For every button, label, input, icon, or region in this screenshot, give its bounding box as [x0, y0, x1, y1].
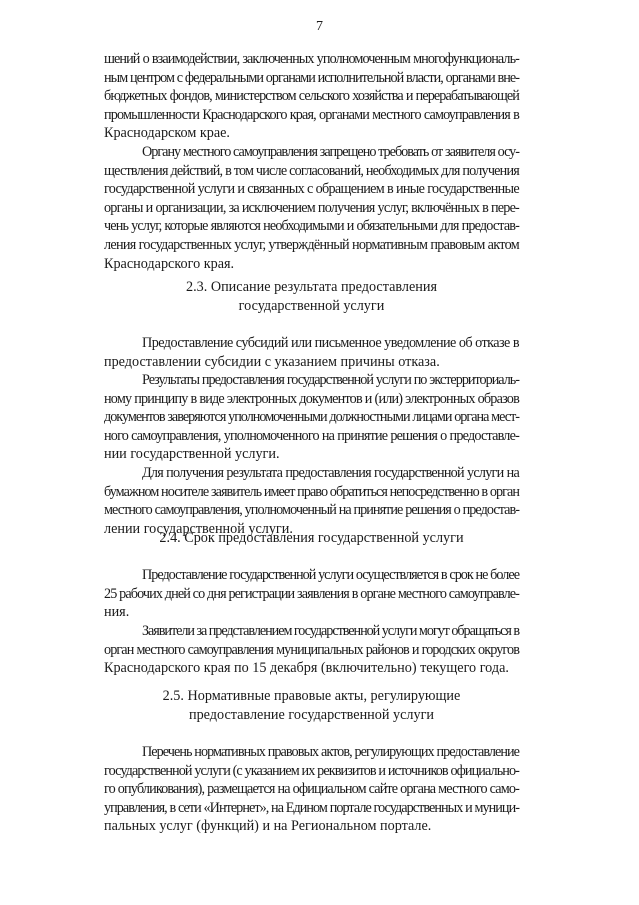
heading-line: 2.3. Описание результата предоставления	[186, 279, 437, 295]
text-line: 25 рабочих дней со дня регистрации заявления в органе местного самоуправле-	[104, 585, 519, 602]
section-heading-2-3	[104, 278, 519, 315]
paragraph-service-term	[104, 566, 519, 622]
text-line: бумажном носителе заявитель имеет право обратиться непосредственно в орган	[104, 483, 519, 500]
text-line: Перечень нормативных правовых актов, регулирующих предоставление	[142, 744, 519, 760]
text-line: Заявители за представлением государственной услуги могут обращаться в	[142, 623, 520, 639]
text-line: ного самоуправления, уполномоченного на принятие решения о предоставле-	[104, 427, 519, 444]
text-line: Результаты предоставления государственной услуги по экстерриториаль-	[142, 372, 519, 388]
paragraph-legal-acts-list	[104, 743, 519, 836]
text-line: предоставлении субсидии с указанием причины отказа.	[104, 353, 440, 370]
text-line: промышленности Краснодарского края, органами местного самоуправления в	[104, 106, 519, 123]
paragraph-paper-result	[104, 464, 519, 538]
text-line: пальных услуг (функций) и на Региональном портале.	[104, 818, 432, 835]
heading-line: 2.4. Срок предоставления государственной услуги	[159, 530, 464, 546]
text-line: чень услуг, которые являются необходимыми и обязательными для предостав-	[104, 218, 519, 235]
text-line: государственной услуги и связанных с обращением в иные государственные	[104, 181, 519, 198]
text-line: ществления действий, в том числе согласований, необходимых для получения	[104, 162, 519, 179]
section-heading-2-5	[104, 687, 519, 724]
text-line: управления, в сети «Интернет», на Едином портале государственных и муници-	[104, 799, 519, 816]
text-line: го опубликования), размещается на официальном сайте органа местного само-	[104, 781, 519, 798]
text-line: орган местного самоуправления муниципальных районов и городских округов	[104, 641, 519, 658]
heading-line: 2.5. Нормативные правовые акты, регулирующие	[162, 688, 461, 704]
text-line: шений о взаимодействии, заключенных уполномоченным многофункциональ-	[104, 51, 519, 67]
text-line: Краснодарского края.	[104, 255, 235, 272]
paragraph-result-description	[104, 334, 519, 371]
text-line: нии государственной услуги.	[104, 446, 280, 463]
text-line: государственной услуги (с указанием их реквизитов и источников официально-	[104, 762, 519, 779]
paragraph-extraterritorial-results	[104, 371, 519, 464]
text-line: ления государственных услуг, утверждённый нормативным правовым актом	[104, 236, 519, 253]
paragraph-prohibition	[104, 143, 519, 273]
heading-line: государственной услуги	[238, 297, 385, 314]
paragraph-interaction-agreements	[104, 50, 519, 143]
text-line: Органу местного самоуправления запрещено требовать от заявителя осу-	[142, 144, 519, 160]
text-line: ным центром с федеральными органами исполнительной власти, органами вне-	[104, 69, 519, 86]
section-heading-2-4	[104, 529, 519, 548]
text-line: ному принципу в виде электронных документов и (или) электронных образов	[104, 390, 519, 407]
text-line: документов заверяются уполномоченными должностными лицами органа мест-	[104, 409, 519, 426]
text-line: органы и организации, за исключением получения услуг, включённых в пере-	[104, 199, 519, 216]
text-line: Предоставление государственной услуги осуществляется в срок не более	[142, 567, 519, 583]
text-line: Предоставление субсидий или письменное уведомление об отказе в	[142, 335, 519, 351]
paragraph-application-deadline	[104, 622, 519, 678]
text-line: местного самоуправления, уполномоченный на принятие решения о предостав-	[104, 502, 519, 519]
text-line: Краснодарском крае.	[104, 125, 230, 142]
text-line: Краснодарского края по 15 декабря (включительно) текущего года.	[104, 660, 509, 677]
text-line: Для получения результата предоставления государственной услуги на	[142, 465, 519, 481]
heading-line: предоставление государственной услуги	[189, 706, 434, 723]
text-line: бюджетных фондов, министерством сельского хозяйства и перерабатывающей	[104, 88, 519, 105]
page-number: 7	[316, 19, 323, 34]
text-line: лении государственной услуги.	[104, 520, 293, 537]
text-line: ния.	[104, 604, 130, 621]
